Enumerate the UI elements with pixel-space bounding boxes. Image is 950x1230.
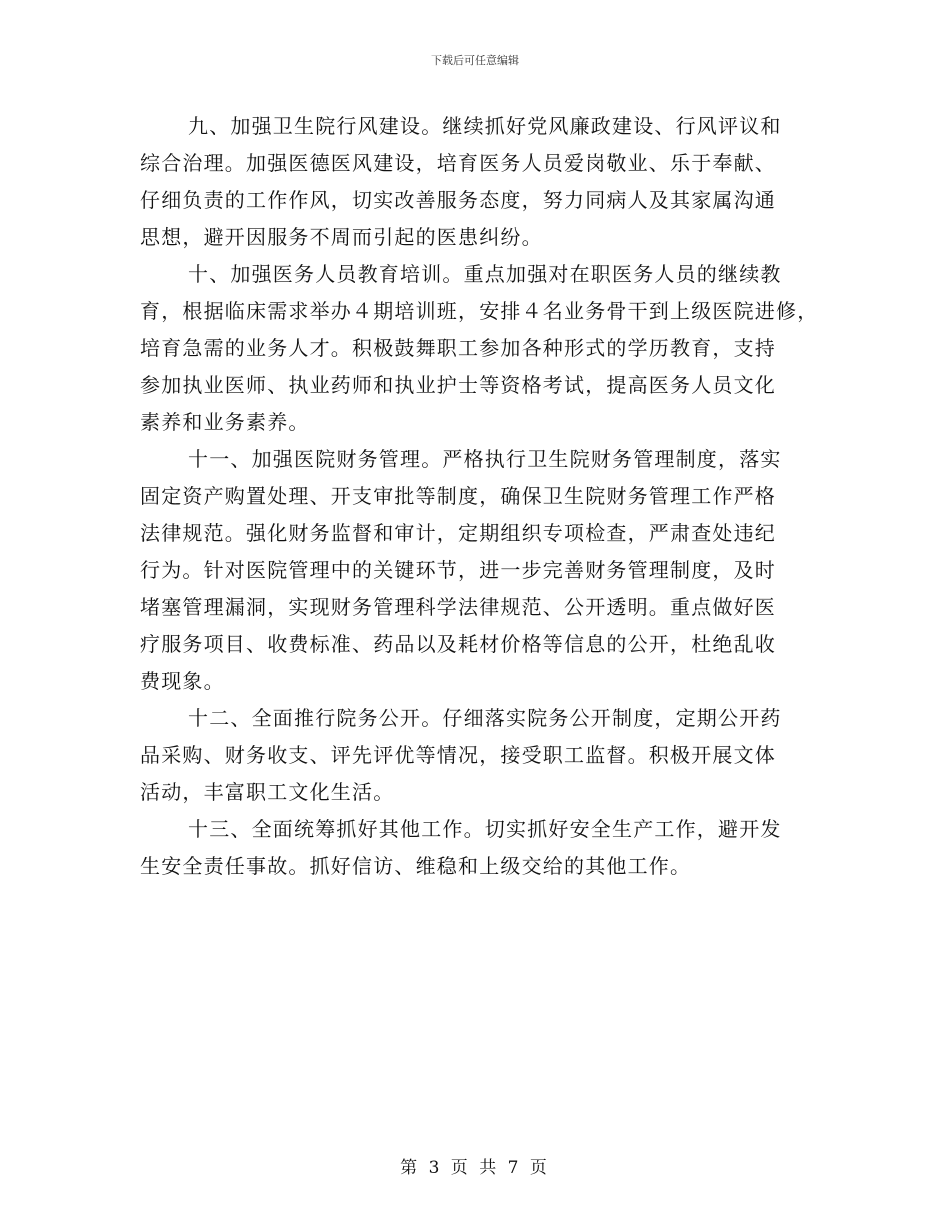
text-line: 品采购、财务收支、评先评优等情况，接受职工监督。积极开展文体: [140, 743, 776, 767]
text-line: 九、加强卫生院行风建设。继续抓好党风廉政建设、行风评议和: [188, 114, 782, 138]
text-line: 活动，丰富职工文化生活。: [140, 780, 395, 804]
paragraph-11: [140, 441, 820, 700]
text-line: 十、加强医务人员教育培训。重点加强对在职医务人员的继续教: [188, 262, 782, 286]
text-line: 综合治理。加强医德医风建设，培育医务人员爱岗敬业、乐于奉献、: [140, 151, 776, 175]
text-line: 固定资产购置处理、开支审批等制度，确保卫生院财务管理工作严格: [140, 484, 776, 508]
paragraph-12: [140, 700, 820, 811]
text-line: 十一、加强医院财务管理。严格执行卫生院财务管理制度，落实: [188, 447, 782, 471]
document-body: [140, 108, 820, 885]
paragraph-13: [140, 811, 820, 885]
text-line: 疗服务项目、收费标准、药品以及耗材价格等信息的公开，杜绝乱收: [140, 632, 776, 656]
text-line: 法律规范。强化财务监督和审计，定期组织专项检查，严肃查处违纪: [140, 521, 776, 545]
text-line: 育，根据临床需求举办４期培训班，安排４名业务骨干到上级医院进修，: [140, 299, 819, 323]
text-line: 生安全责任事故。抓好信访、维稳和上级交给的其他工作。: [140, 854, 692, 878]
paragraph-9: [140, 108, 820, 256]
text-line: 思想，避开因服务不周而引起的医患纠纷。: [140, 225, 543, 249]
text-line: 参加执业医师、执业药师和执业护士等资格考试，提高医务人员文化: [140, 373, 776, 397]
text-line: 仔细负责的工作作风，切实改善服务态度，努力同病人及其家属沟通: [140, 188, 776, 212]
text-line: 培育急需的业务人才。积极鼓舞职工参加各种形式的学历教育，支持: [140, 336, 776, 360]
text-line: 堵塞管理漏洞，实现财务管理科学法律规范、公开透明。重点做好医: [140, 595, 776, 619]
text-line: 费现象。: [140, 669, 225, 693]
text-line: 十三、全面统筹抓好其他工作。切实抓好安全生产工作，避开发: [188, 817, 782, 841]
text-line: 十二、全面推行院务公开。仔细落实院务公开制度，定期公开药: [188, 706, 782, 730]
text-line: 素养和业务素养。: [140, 410, 310, 434]
page-number: 第 3 页 共 7 页: [400, 1158, 550, 1178]
text-line: 行为。针对医院管理中的关键环节，进一步完善财务管理制度，及时: [140, 558, 776, 582]
page-header: 下载后可任意编辑: [431, 54, 519, 67]
paragraph-10: [140, 256, 820, 441]
